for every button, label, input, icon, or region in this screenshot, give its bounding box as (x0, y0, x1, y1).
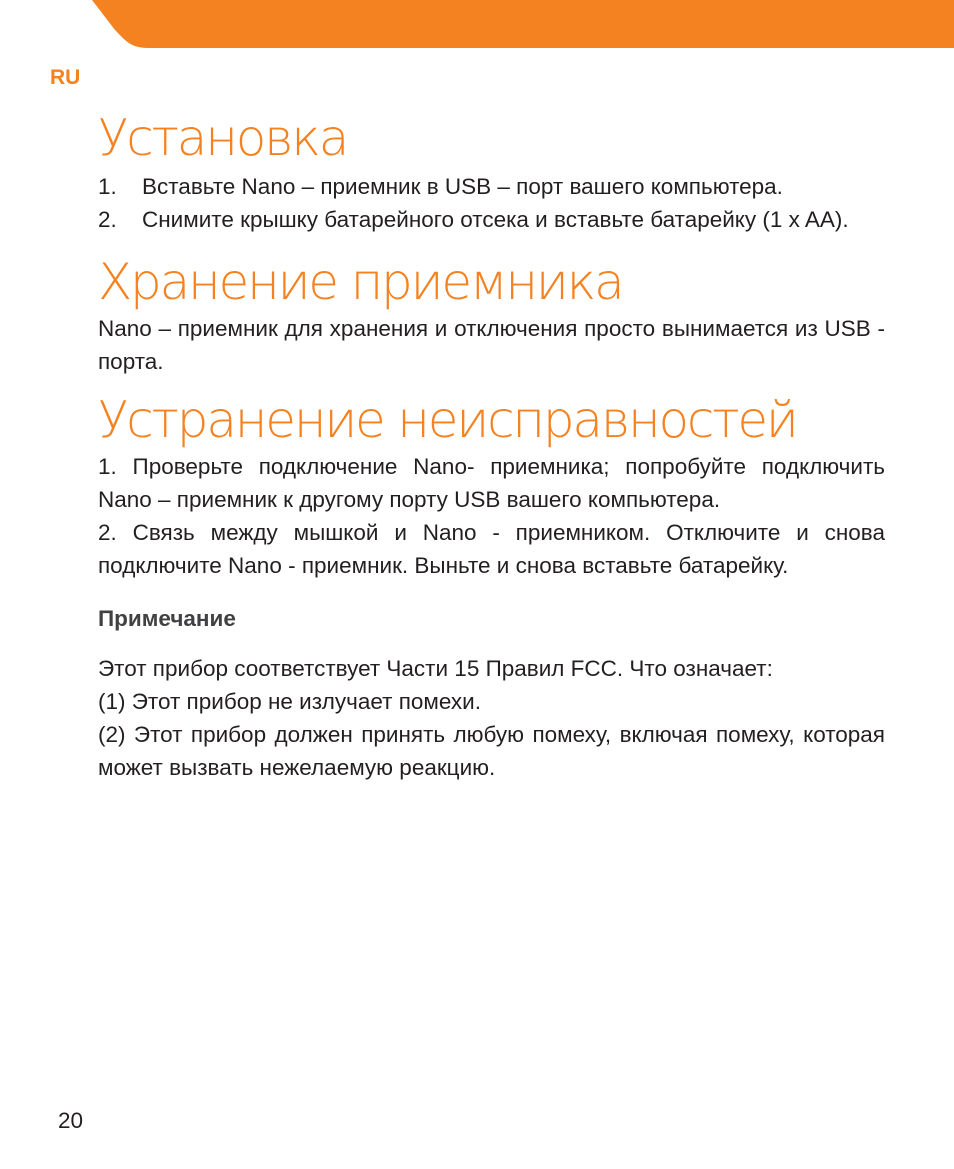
language-label: RU (50, 66, 81, 89)
page-number: 20 (58, 1108, 84, 1133)
note-line: (1) Этот прибор не излучает помехи. (98, 689, 481, 714)
installation-step (98, 170, 885, 203)
section-title-installation: Установка (98, 109, 348, 167)
note-line: (2) Этот прибор должен принять любую помеху, включая помеху, которая может вызвать нежелаемую реакцию. (98, 722, 885, 780)
troubleshooting-item: 2. Связь между мышкой и Nano - приемником. Отключите и снова подключите Nano - приемник. Выньте и снова вставьте батарейку. (98, 520, 885, 578)
note-section (98, 652, 885, 784)
step-number: 1. (98, 174, 117, 199)
step-text: Вставьте Nano – приемник в USB – порт вашего компьютера. (142, 174, 783, 199)
page-content (98, 108, 885, 784)
step-text: Снимите крышку батарейного отсека и вставьте батарейку (1 x AA). (142, 207, 849, 232)
receiver-storage-text: Nano – приемник для хранения и отключения просто вынимается из USB - порта. (98, 316, 885, 374)
troubleshooting-item: 1. Проверьте подключение Nano- приемника; попробуйте подключить Nano – приемник к другому порту USB вашего компьютера. (98, 454, 885, 512)
installation-steps (98, 170, 885, 236)
installation-step (98, 203, 885, 236)
section-title-receiver-storage: Хранение приемника (98, 253, 623, 311)
note-title: Примечание (98, 606, 236, 631)
header-orange-band (0, 0, 954, 50)
section-title-troubleshooting: Устранение неисправностей (98, 391, 797, 449)
receiver-storage-section (98, 312, 885, 378)
note-line: Этот прибор соответствует Части 15 Правил FCC. Что означает: (98, 656, 773, 681)
step-number: 2. (98, 207, 117, 232)
troubleshooting-section (98, 450, 885, 582)
